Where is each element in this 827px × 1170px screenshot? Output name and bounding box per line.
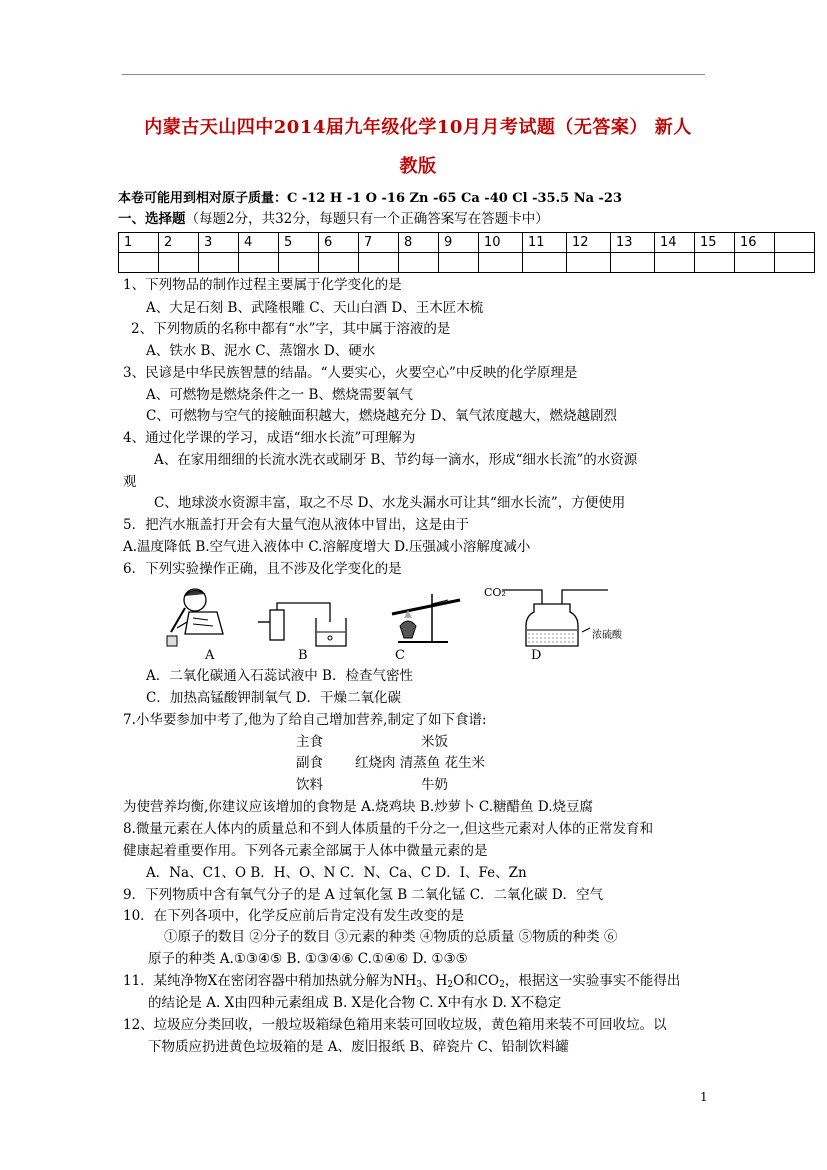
q11-sub-1: 3: [416, 980, 423, 990]
question-10: 10．在下列各项中，化学反应前后肯定没有发生改变的是: [123, 908, 465, 924]
answer-blank-cell: [523, 253, 567, 273]
menu-staple-value: 米饭: [421, 734, 448, 750]
question-4-options-cd: C、地球淡水资源丰富，取之不尽 D、水龙头漏水可让其“细水长流”，方便使用: [154, 495, 626, 511]
answer-blank-cell: [159, 253, 199, 273]
answer-blank-cell: [695, 253, 735, 273]
answer-blank-cell: [279, 253, 319, 273]
question-2-options: A、铁水 B、泥水 C、蒸馏水 D、硬水: [146, 343, 376, 359]
menu-drink-value: 牛奶: [421, 777, 448, 793]
answer-blank-cell: [479, 253, 523, 273]
answer-number-cell: 3: [199, 233, 239, 253]
question-10-items: ①原子的数目 ②分子的数目 ③元素的种类 ④物质的总质量 ⑤物质的种类 ⑥: [164, 929, 618, 945]
answer-number-cell: 5: [279, 233, 319, 253]
section-heading: [118, 210, 549, 228]
section-title: 一、选择题: [118, 211, 186, 227]
answer-number-cell: 10: [479, 233, 523, 253]
answer-blank-cell: [735, 253, 775, 273]
figure-c-label: C: [395, 648, 405, 663]
question-12: 12、垃圾应分类回收，一般垃圾箱绿色箱用来装可回收垃圾，黄色箱用来装不可回收垃。以: [123, 1017, 667, 1033]
question-5: 5．把汽水瓶盖打开会有大量气泡从液体中冒出，这是由于: [123, 517, 470, 533]
answer-blank-cell: [239, 253, 279, 273]
answer-number-cell: 11: [523, 233, 567, 253]
answer-grid: [118, 232, 815, 273]
menu-staple-label: 主食: [296, 734, 323, 750]
section-note: （每题2分，共32分，每题只有一个正确答案写在答题卡中）: [185, 211, 549, 227]
header-rule: [122, 74, 705, 75]
question-7-options: 为使营养均衡,你建议应该增加的食物是 A.烧鸡块 B.炒萝卜 C.糖醋鱼 D.烧豆腐: [123, 799, 593, 815]
answer-number-cell: 16: [735, 233, 775, 253]
figure-a-illustration: [163, 586, 241, 648]
question-4: 4、通过化学课的学习，成语“细水长流”可理解为: [123, 430, 416, 446]
answer-number-cell: 13: [611, 233, 655, 253]
answer-number-cell: 8: [399, 233, 439, 253]
q11-sub-3: 2: [499, 980, 505, 990]
answer-number-cell: 14: [655, 233, 695, 253]
question-6-options-ab: A．二氧化碳通入石蕊试液中 B．检查气密性: [146, 668, 413, 684]
question-6-options-cd: C．加热高锰酸钾制氧气 D．干燥二氧化碳: [146, 690, 401, 706]
answer-number-cell: 1: [119, 233, 159, 253]
page-number: 1: [700, 1090, 708, 1104]
answer-blank-cell: [399, 253, 439, 273]
figure-b-illustration: [258, 600, 350, 648]
answer-number-row: [119, 233, 815, 253]
answer-blank-cell: [611, 253, 655, 273]
figure-d-acid-label: 浓硫酸: [592, 630, 622, 641]
answer-number-cell: 12: [567, 233, 611, 253]
question-8-options: A．Na、C1、O B．H、O、N C．N、Ca、C D．I、Fe、Zn: [146, 865, 527, 881]
q11-text-3: O和CO: [453, 973, 500, 989]
figure-d-label: D: [531, 648, 542, 663]
question-4-options-ab: A、在家用细细的长流水洗衣或刷牙 B、节约每一滴水，形成“细水长流”的水资源: [154, 452, 638, 468]
q11-text-2: 、H: [422, 973, 448, 989]
figure-b-label: B: [298, 648, 308, 663]
question-11: [123, 972, 680, 990]
answer-blank-cell: [439, 253, 479, 273]
menu-side-label: 副食: [296, 755, 323, 771]
q11-sub-2: 2: [447, 980, 454, 990]
answer-blank-cell: [359, 253, 399, 273]
answer-number-cell: 15: [695, 233, 735, 253]
question-1: 1、下列物品的制作过程主要属于化学变化的是: [123, 277, 402, 293]
question-10-options: 原子的种类 A.①③④⑤ B. ①③④⑥ C.①④⑥ D. ①③⑤: [148, 951, 468, 967]
answer-number-cell: 2: [159, 233, 199, 253]
answer-number-cell: 9: [439, 233, 479, 253]
question-8: 8.微量元素在人体内的质量总和不到人体质量的千分之一,但这些元素对人体的正常发育和: [123, 821, 654, 837]
figure-d-co2-label: CO₂: [484, 586, 506, 599]
answer-blank-row: [119, 253, 815, 273]
question-6: 6．下列实验操作正确，且不涉及化学变化的是: [123, 561, 402, 577]
answer-blank-cell: [319, 253, 359, 273]
question-7: 7.小华要参加中考了,他为了给自己增加营养,制定了如下食谱:: [123, 712, 487, 728]
question-8-line2: 健康起着重要作用。下列各元素全部属于人体中微量元素的是: [123, 843, 488, 859]
question-4-options-wrap: 观: [123, 474, 137, 490]
answer-blank-cell: [567, 253, 611, 273]
answer-number-cell: 7: [359, 233, 399, 253]
question-9: 9．下列物质中含有氧气分子的是 A 过氧化氢 B 二氧化锰 C．二氧化碳 D．空气: [123, 887, 604, 903]
answer-number-cell: 6: [319, 233, 359, 253]
question-2: 2、下列物质的名称中都有“水”字，其中属于溶液的是: [131, 321, 451, 337]
answer-blank-cell: [655, 253, 695, 273]
question-11-options: 的结论是 A. X由四种元素组成 B. X是化合物 C. X中有水 D. X不稳定: [148, 995, 562, 1011]
question-3-options-ab: A、可燃物是燃烧条件之一 B、燃烧需要氧气: [146, 387, 413, 403]
figure-a-label: A: [205, 648, 215, 663]
figure-c-illustration: [378, 588, 470, 648]
question-12-options: 下物质应扔进黄色垃圾箱的是 A、废旧报纸 B、碎瓷片 C、铅制饮料罐: [148, 1039, 569, 1055]
answer-blank-cell: [119, 253, 159, 273]
answer-number-cell: [775, 233, 815, 253]
question-5-options: A.温度降低 B.空气进入液体中 C.溶解度增大 D.压强减小溶解度减小: [123, 539, 531, 555]
question-1-options: A、大足石刻 B、武隆根雕 C、天山白酒 D、王木匠木梳: [146, 300, 484, 316]
question-3: 3、民谚是中华民族智慧的结晶。“人要实心，火要空心”中反映的化学原理是: [123, 365, 578, 381]
answer-blank-cell: [199, 253, 239, 273]
document-title-line2: 教版: [399, 156, 437, 177]
atomic-mass-note: 本卷可能用到相对原子质量：C -12 H -1 O -16 Zn -65 Ca -40 Cl -35.5 Na -23: [118, 191, 623, 206]
answer-number-cell: 4: [239, 233, 279, 253]
question-3-options-cd: C、可燃物与空气的接触面积越大，燃烧越充分 D、氧气浓度越大，燃烧越剧烈: [146, 408, 617, 424]
q11-text-1: 11．某纯净物X在密闭容器中稍加热就分解为NH: [123, 973, 417, 989]
answer-blank-cell: [775, 253, 815, 273]
menu-drink-label: 饮料: [296, 777, 323, 793]
document-title-line1: 内蒙古天山四中2014届九年级化学10月月考试题（无答案） 新人: [144, 117, 692, 138]
menu-side-value: 红烧肉 清蒸鱼 花生米: [355, 755, 486, 771]
q11-text-4: ，根据这一实验事实不能得出: [504, 973, 681, 989]
